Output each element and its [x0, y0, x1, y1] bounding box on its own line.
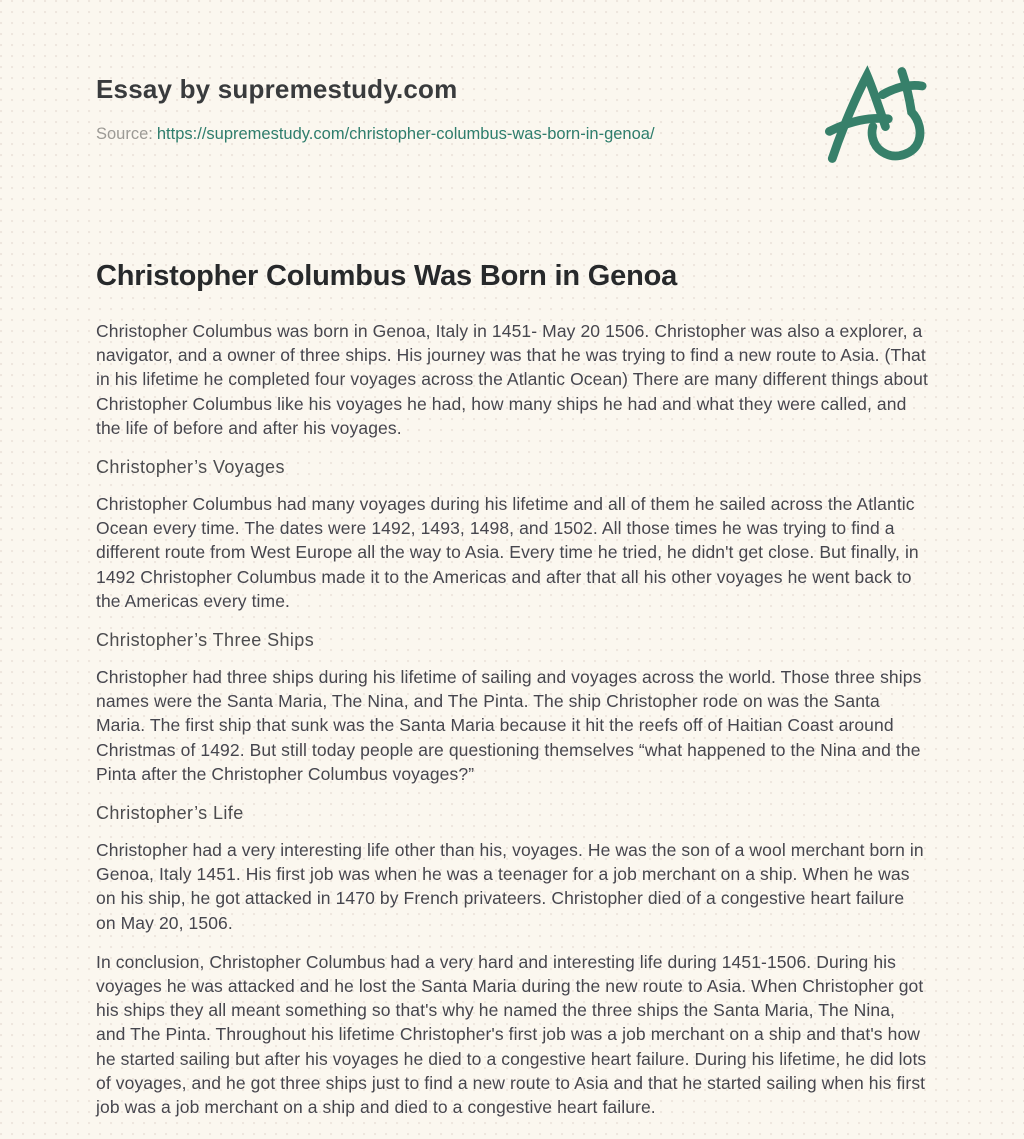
source-label: Source: — [96, 125, 153, 143]
section-paragraph-life: Christopher had a very interesting life other than his, voyages. He was the son of a wool merchant born in Genoa, Italy 1451. His first job was when he was a teenager for a job merchant on a ship. When he was on his ship, he got attacked in 1470 by French privateers. Christopher died of a congestive heart failure on May 20, 1506. — [96, 840, 924, 933]
section-paragraph-voyages: Christopher Columbus had many voyages during his lifetime and all of them he sailed across the Atlantic Ocean every time. The dates were 1492, 1493, 1498, and 1502. All those times he was trying to find a different route from West Europe all the way to Asia. Every time he tried, he didn't get close. But finally, in 1492 Christopher Columbus made it to the Americas and after that all his other voyages he went back to the Americas every time. — [96, 494, 919, 611]
section-heading-voyages: Christopher’s Voyages — [96, 457, 285, 478]
section-paragraph-three-ships: Christopher had three ships during his lifetime of sailing and voyages across the world. Those three ships names were the Santa Maria, The Nina, and The Pinta. The ship Christopher rode on was the Santa Maria. The first ship that sunk was the Santa Maria because it hit the reefs off of Haitian Coast around Christmas of 1492. But still today people are questioning themselves “what happened to the Nina and the Pinta after the Christopher Columbus voyages?” — [96, 667, 922, 784]
article — [96, 258, 928, 1119]
source-link[interactable]: https://supremestudy.com/christopher-columbus-was-born-in-genoa/ — [156, 125, 655, 143]
page-title: Christopher Columbus Was Born in Genoa — [96, 260, 678, 292]
a-plus-logo-icon — [824, 57, 972, 173]
header — [96, 73, 928, 145]
intro-paragraph: Christopher Columbus was born in Genoa, Italy in 1451- May 20 1506. Christopher was also a explorer, a navigator, and a owner of three ships. His journey was that he was trying to find a new route to Asia. (That in his lifetime he completed four voyages across the Atlantic Ocean) There are many different things about Christopher Columbus like his voyages he had, how many ships he had and what they were called, and the life of before and after his voyages. — [96, 321, 928, 438]
byline-text: Essay by supremestudy.com — [96, 74, 458, 104]
section-heading-three-ships: Christopher’s Three Ships — [96, 630, 315, 651]
conclusion-paragraph: In conclusion, Christopher Columbus had a very hard and interesting life during 1451-1506. During his voyages he was attacked and he lost the Santa Maria during the new route to Asia. When Christopher got his ships they all meant something so that's why he named the three ships the Santa Maria, The Nina, and The Pinta. Throughout his lifetime Christopher's first job was a job merchant on a ship and that's how he started sailing but after his voyages he died to a congestive heart failure. During his lifetime, he did lots of voyages, and he got three ships just to find a new route to Asia and that he started sailing when his first job was a job merchant on a ship and died to a congestive heart failure. — [96, 951, 927, 1118]
section-heading-life: Christopher’s Life — [96, 803, 244, 824]
source-line — [96, 123, 928, 145]
